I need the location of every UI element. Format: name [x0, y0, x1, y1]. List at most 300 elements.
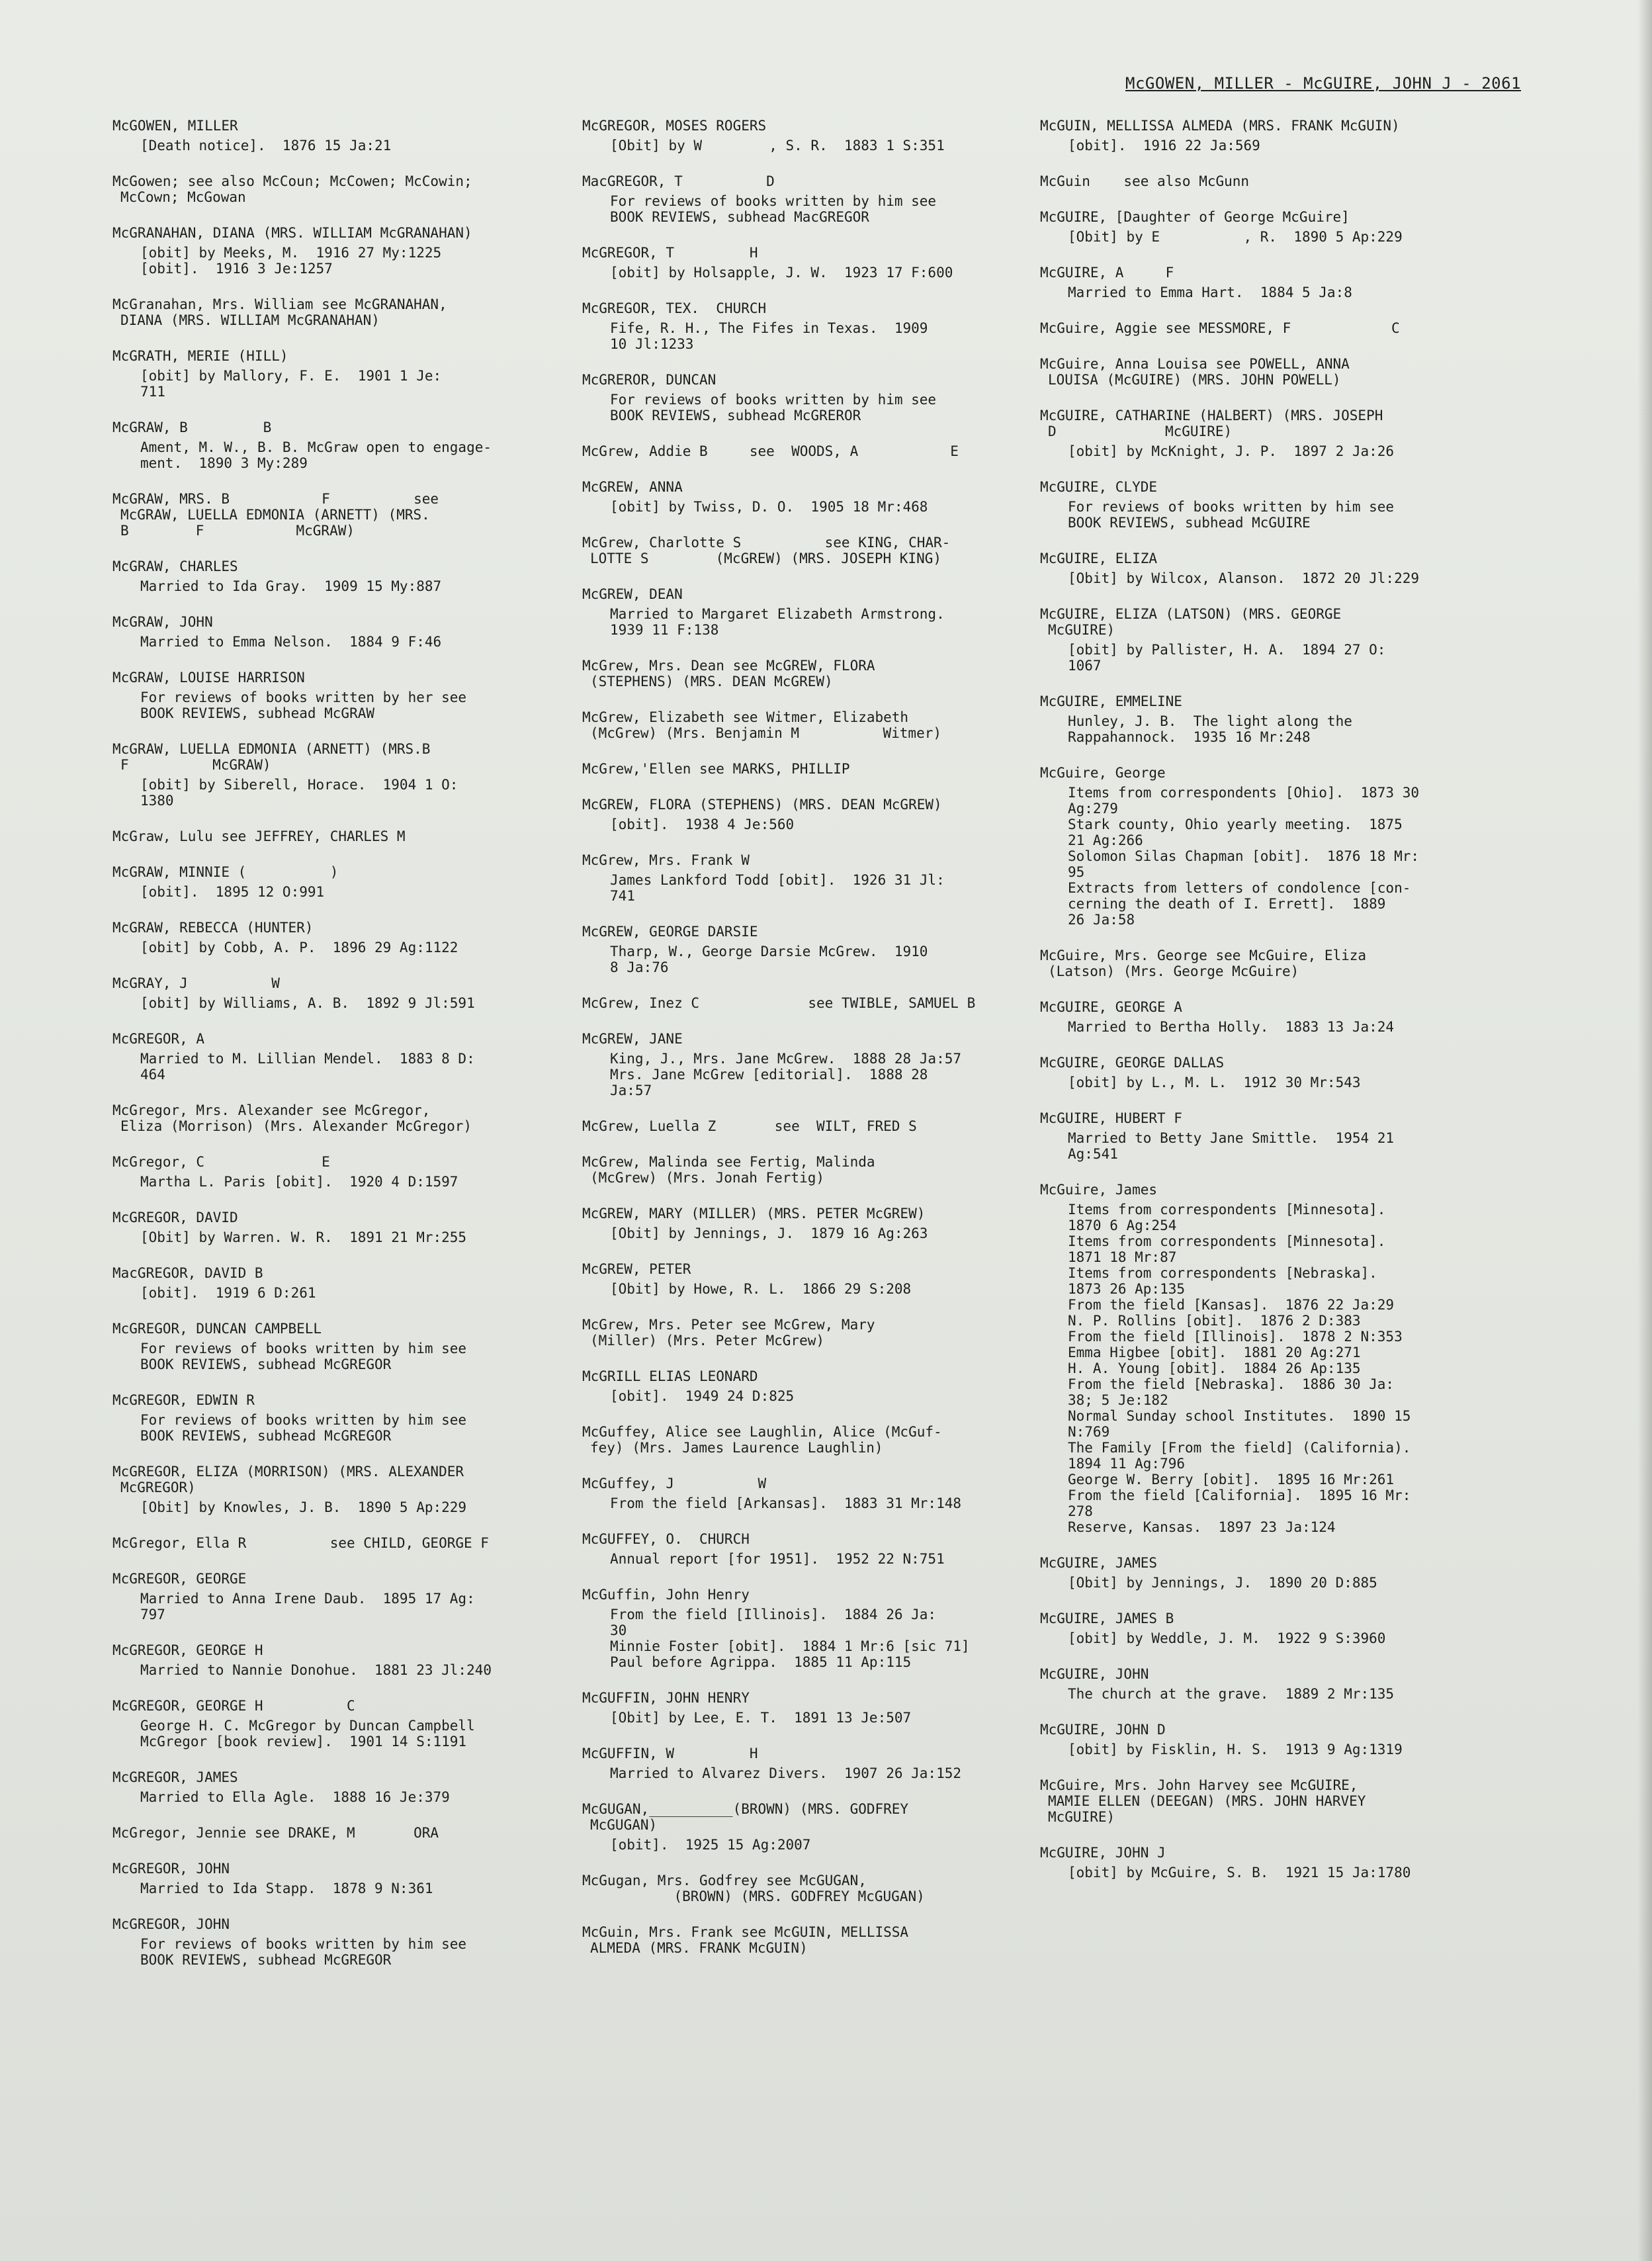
- entry-citation: Martha L. Paris [obit]. 1920 4 D:1597: [140, 1174, 458, 1190]
- entry-citation: [obit] by Siberell, Horace. 1904 1 O:: [140, 777, 458, 793]
- entry-heading: McGREGOR, T H: [582, 245, 758, 261]
- entry-citation: Married to Emma Nelson. 1884 9 F:46: [140, 634, 442, 650]
- entry-heading: McGRILL ELIAS LEONARD: [582, 1368, 758, 1384]
- entry-citation: Annual report [for 1951]. 1952 22 N:751: [610, 1551, 945, 1567]
- entry-citation: [obit] by Cobb, A. P. 1896 29 Ag:1122: [140, 940, 458, 955]
- entry-heading: D McGUIRE): [1048, 423, 1233, 439]
- entry-citation: 38; 5 Je:182: [1068, 1392, 1168, 1408]
- entry-citation: Normal Sunday school Institutes. 1890 15: [1068, 1408, 1411, 1424]
- index-entry: [582, 1368, 1045, 1404]
- entry-heading: McGUIRE, CLYDE: [1040, 479, 1158, 495]
- index-entry: [582, 479, 1045, 515]
- entry-heading: McGuire, Mrs. George see McGuire, Eliza: [1040, 948, 1367, 963]
- entry-citation: Married to Ida Gray. 1909 15 My:887: [140, 578, 442, 594]
- entry-citation: 711: [140, 384, 165, 400]
- entry-heading: McGUIRE, JOHN J: [1040, 1845, 1166, 1861]
- entry-citation: cerning the death of I. Errett]. 1889: [1068, 896, 1386, 912]
- entry-heading: McGrew, Mrs. Frank W: [582, 852, 750, 868]
- entry-citation: BOOK REVIEWS, subhead MacGREGOR: [610, 209, 869, 225]
- entry-citation: 10 Jl:1233: [610, 336, 694, 352]
- entry-citation: Married to M. Lillian Mendel. 1883 8 D:: [140, 1051, 475, 1067]
- index-entry: [582, 761, 1045, 777]
- entry-citation: [obit] by Twiss, D. O. 1905 18 Mr:468: [610, 499, 928, 515]
- entry-citation: Mrs. Jane McGrew [editorial]. 1888 28: [610, 1067, 928, 1083]
- index-entry: [112, 1392, 576, 1444]
- entry-heading: McGUIRE, JOHN D: [1040, 1722, 1166, 1738]
- index-entry: [1040, 948, 1503, 979]
- entry-heading: McGUGAN): [590, 1817, 658, 1833]
- index-entry: [1040, 606, 1503, 674]
- entry-heading: McGREGOR, JAMES: [112, 1769, 238, 1785]
- entry-heading: McGREROR, DUNCAN: [582, 372, 717, 388]
- index-entry: [112, 1769, 576, 1805]
- entry-heading: (BROWN) (MRS. GODFREY McGUGAN): [590, 1888, 925, 1904]
- index-entry: [582, 443, 1045, 459]
- entry-heading: McGuire, Aggie see MESSMORE, F C: [1040, 320, 1400, 336]
- entry-citation: H. A. Young [obit]. 1884 26 Ap:135: [1068, 1360, 1361, 1376]
- index-entry: [112, 1102, 576, 1134]
- index-entry: [1040, 1182, 1503, 1535]
- entry-heading: McGuffey, J W: [582, 1476, 767, 1491]
- entry-heading: McGREW, MARY (MILLER) (MRS. PETER McGREW): [582, 1206, 926, 1221]
- entry-heading: McGUIRE, ELIZA (LATSON) (MRS. GEORGE: [1040, 606, 1342, 622]
- entry-heading: McGrew,'Ellen see MARKS, PHILLIP: [582, 761, 850, 777]
- entry-heading: MacGREGOR, T D: [582, 173, 775, 189]
- index-entry: [1040, 1722, 1503, 1757]
- index-entry: [582, 995, 1045, 1011]
- entry-citation: N:769: [1068, 1424, 1110, 1440]
- index-entry: [112, 558, 576, 594]
- entry-heading: McGRAW, CHARLES: [112, 558, 238, 574]
- entry-heading: MAMIE ELLEN (DEEGAN) (MRS. JOHN HARVEY: [1048, 1793, 1366, 1809]
- entry-heading: McGUIRE, ELIZA: [1040, 551, 1158, 566]
- entry-citation: The church at the grave. 1889 2 Mr:135: [1068, 1686, 1395, 1702]
- entry-heading: McGREGOR, ELIZA (MORRISON) (MRS. ALEXANDER: [112, 1464, 464, 1480]
- entry-citation: Fife, R. H., The Fifes in Texas. 1909: [610, 320, 928, 336]
- index-column-3: [1040, 118, 1503, 1900]
- index-entry: [582, 658, 1045, 689]
- entry-citation: [Obit] by Jennings, J. 1879 16 Ag:263: [610, 1225, 928, 1241]
- index-entry: [582, 372, 1045, 423]
- entry-citation: 278: [1068, 1503, 1093, 1519]
- entry-heading: McGUIRE, JAMES B: [1040, 1611, 1174, 1626]
- entry-citation: Married to Margaret Elizabeth Armstrong.: [610, 606, 945, 622]
- entry-heading: McGREGOR, GEORGE H: [112, 1642, 263, 1658]
- entry-citation: 1870 6 Ag:254: [1068, 1218, 1177, 1233]
- entry-heading: MacGREGOR, DAVID B: [112, 1265, 263, 1281]
- entry-citation: 21 Ag:266: [1068, 832, 1143, 848]
- index-entry: [112, 1642, 576, 1678]
- entry-citation: For reviews of books written by him see: [140, 1341, 467, 1356]
- index-entry: [112, 741, 576, 809]
- entry-heading: McGUIRE, GEORGE DALLAS: [1040, 1055, 1225, 1071]
- entry-citation: 1380: [140, 793, 174, 809]
- entry-heading: McCown; McGowan: [120, 189, 246, 205]
- index-column-1: [112, 118, 576, 1988]
- entry-heading: Eliza (Morrison) (Mrs. Alexander McGregor): [120, 1118, 472, 1134]
- entry-heading: McGUFFIN, JOHN HENRY: [582, 1690, 750, 1706]
- entry-heading: McGREGOR, JOHN: [112, 1916, 230, 1932]
- entry-heading: McGREW, JANE: [582, 1031, 683, 1047]
- entry-heading: McGOWEN, MILLER: [112, 118, 238, 134]
- entry-heading: McGUIRE, A F: [1040, 265, 1174, 281]
- entry-heading: McGREGOR, JOHN: [112, 1861, 230, 1877]
- entry-citation: 8 Ja:76: [610, 959, 669, 975]
- index-entry: [112, 828, 576, 844]
- entry-heading: McGrew, Inez C see TWIBLE, SAMUEL B: [582, 995, 976, 1011]
- entry-citation: [Obit] by Lee, E. T. 1891 13 Je:507: [610, 1710, 912, 1726]
- entry-heading: McGrew, Mrs. Peter see McGrew, Mary: [582, 1317, 875, 1333]
- entry-heading: McGRAY, J W: [112, 975, 280, 991]
- entry-heading: McGuire, Anna Louisa see POWELL, ANNA: [1040, 356, 1350, 372]
- entry-citation: George W. Berry [obit]. 1895 16 Mr:261: [1068, 1472, 1395, 1487]
- index-entry: [1040, 173, 1503, 189]
- index-entry: [1040, 356, 1503, 388]
- entry-citation: BOOK REVIEWS, subhead McGREGOR: [140, 1428, 392, 1444]
- index-entry: [112, 225, 576, 277]
- index-entry: [582, 1531, 1045, 1567]
- entry-heading: fey) (Mrs. James Laurence Laughlin): [590, 1440, 883, 1456]
- entry-citation: Ja:57: [610, 1083, 652, 1098]
- index-entry: [112, 1825, 576, 1841]
- entry-citation: Paul before Agrippa. 1885 11 Ap:115: [610, 1654, 912, 1670]
- entry-citation: BOOK REVIEWS, subhead McGREGOR: [140, 1952, 392, 1968]
- entry-heading: McGRAW, LUELLA EDMONIA (ARNETT) (MRS.B: [112, 741, 431, 757]
- entry-heading: McGREGOR, EDWIN R: [112, 1392, 255, 1408]
- index-entry: [112, 1916, 576, 1968]
- index-entry: [112, 1571, 576, 1622]
- index-entry: [1040, 1845, 1503, 1881]
- entry-citation: [obit] by Williams, A. B. 1892 9 Jl:591: [140, 995, 475, 1011]
- index-entry: [582, 1424, 1045, 1456]
- entry-heading: B F McGRAW): [120, 523, 355, 539]
- entry-citation: Items from correspondents [Minnesota].: [1068, 1202, 1386, 1218]
- entry-heading: McGrew, Malinda see Fertig, Malinda: [582, 1154, 875, 1170]
- index-entry: [582, 1801, 1045, 1853]
- entry-citation: [obit]. 1916 3 Je:1257: [140, 261, 333, 277]
- entry-citation: For reviews of books written by him see: [1068, 499, 1395, 515]
- entry-heading: McGowen; see also McCoun; McCowen; McCowin;: [112, 173, 472, 189]
- entry-heading: McGUIRE): [1048, 622, 1115, 638]
- running-head: McGOWEN, MILLER - McGUIRE, JOHN J - 2061: [1125, 74, 1521, 93]
- entry-heading: McGuire, Mrs. John Harvey see McGUIRE,: [1040, 1777, 1358, 1793]
- entry-heading: DIANA (MRS. WILLIAM McGRANAHAN): [120, 312, 380, 328]
- entry-citation: Married to Nannie Donohue. 1881 23 Jl:240: [140, 1662, 492, 1678]
- index-entry: [582, 1587, 1045, 1670]
- entry-heading: McGrew, Luella Z see WILT, FRED S: [582, 1118, 917, 1134]
- index-entry: [582, 1317, 1045, 1349]
- index-entry: [112, 614, 576, 650]
- index-entry: [1040, 265, 1503, 300]
- index-entry: [582, 300, 1045, 352]
- entry-heading: McGREGOR, A: [112, 1031, 205, 1047]
- index-entry: [112, 348, 576, 400]
- entry-citation: 1939 11 F:138: [610, 622, 719, 638]
- entry-citation: 30: [610, 1622, 627, 1638]
- index-entry: [112, 173, 576, 205]
- entry-heading: McGRAW, JOHN: [112, 614, 213, 630]
- entry-heading: McGRAW, MRS. B F see: [112, 491, 439, 507]
- index-entry: [1040, 1055, 1503, 1090]
- entry-citation: King, J., Mrs. Jane McGrew. 1888 28 Ja:57: [610, 1051, 962, 1067]
- entry-heading: McGREW, ANNA: [582, 479, 683, 495]
- index-entry: [1040, 551, 1503, 586]
- entry-citation: [obit] by Fisklin, H. S. 1913 9 Ag:1319: [1068, 1742, 1403, 1757]
- entry-citation: Reserve, Kansas. 1897 23 Ja:124: [1068, 1519, 1336, 1535]
- entry-citation: [obit] by Meeks, M. 1916 27 My:1225: [140, 245, 442, 261]
- index-entry: [582, 709, 1045, 741]
- entry-heading: McGregor, Jennie see DRAKE, M ORA: [112, 1825, 439, 1841]
- entry-citation: Married to Anna Irene Daub. 1895 17 Ag:: [140, 1591, 475, 1607]
- entry-citation: Ament, M. W., B. B. McGraw open to engage-: [140, 439, 492, 455]
- entry-heading: McGUIRE, EMMELINE: [1040, 693, 1182, 709]
- entry-heading: McGREGOR, DUNCAN CAMPBELL: [112, 1321, 322, 1337]
- index-entry: [582, 1873, 1045, 1904]
- entry-citation: [obit]. 1949 24 D:825: [610, 1388, 795, 1404]
- index-entry: [582, 1476, 1045, 1511]
- entry-heading: (McGrew) (Mrs. Benjamin M Witmer): [590, 725, 942, 741]
- entry-citation: From the field [Kansas]. 1876 22 Ja:29: [1068, 1297, 1395, 1313]
- entry-citation: 1894 11 Ag:796: [1068, 1456, 1186, 1472]
- entry-heading: McGugan, Mrs. Godfrey see McGUGAN,: [582, 1873, 867, 1888]
- entry-citation: For reviews of books written by him see: [140, 1936, 467, 1952]
- entry-heading: McGUFFIN, W H: [582, 1746, 758, 1761]
- index-entry: [112, 491, 576, 539]
- index-column-2: [582, 118, 1045, 1976]
- entry-heading: McGuire, James: [1040, 1182, 1158, 1198]
- index-entry: [582, 535, 1045, 566]
- entry-heading: LOUISA (McGUIRE) (MRS. JOHN POWELL): [1048, 372, 1341, 388]
- index-entry: [1040, 1666, 1503, 1702]
- entry-citation: [obit] by McGuire, S. B. 1921 15 Ja:1780: [1068, 1865, 1411, 1881]
- entry-citation: From the field [Illinois]. 1878 2 N:353: [1068, 1329, 1403, 1345]
- entry-heading: McGRATH, MERIE (HILL): [112, 348, 288, 364]
- entry-citation: Hunley, J. B. The light along the: [1068, 713, 1352, 729]
- entry-heading: (Miller) (Mrs. Peter McGrew): [590, 1333, 825, 1349]
- entry-citation: Extracts from letters of condolence [con-: [1068, 880, 1411, 896]
- index-entry: [112, 118, 576, 154]
- entry-heading: McGRANAHAN, DIANA (MRS. WILLIAM McGRANAHAN): [112, 225, 472, 241]
- index-entry: [112, 1321, 576, 1372]
- entry-citation: Married to Ella Agle. 1888 16 Je:379: [140, 1789, 450, 1805]
- index-entry: [112, 670, 576, 721]
- entry-heading: McGregor, Mrs. Alexander see McGregor,: [112, 1102, 431, 1118]
- entry-citation: [obit]. 1938 4 Je:560: [610, 817, 795, 832]
- entry-citation: Ag:541: [1068, 1146, 1118, 1162]
- entry-citation: [Obit] by Howe, R. L. 1866 29 S:208: [610, 1281, 912, 1297]
- index-entry: [1040, 999, 1503, 1035]
- entry-heading: McGREW, DEAN: [582, 586, 683, 602]
- entry-citation: McGregor [book review]. 1901 14 S:1191: [140, 1734, 467, 1750]
- index-entry: [582, 797, 1045, 832]
- entry-citation: [Obit] by Wilcox, Alanson. 1872 20 Jl:229: [1068, 570, 1420, 586]
- index-entry: [582, 173, 1045, 225]
- entry-heading: McGUIRE, GEORGE A: [1040, 999, 1182, 1015]
- entry-heading: McGuire, George: [1040, 765, 1166, 781]
- index-entry: [112, 975, 576, 1011]
- entry-citation: From the field [Nebraska]. 1886 30 Ja:: [1068, 1376, 1395, 1392]
- entry-heading: LOTTE S (McGREW) (MRS. JOSEPH KING): [590, 551, 942, 566]
- index-entry: [112, 864, 576, 900]
- entry-citation: Items from correspondents [Ohio]. 1873 30: [1068, 785, 1420, 801]
- index-entry: [1040, 1777, 1503, 1825]
- entry-heading: McGrew, Charlotte S see KING, CHAR-: [582, 535, 951, 551]
- entry-citation: Married to Betty Jane Smittle. 1954 21: [1068, 1130, 1395, 1146]
- entry-heading: McGREGOR): [120, 1480, 196, 1495]
- entry-citation: 95: [1068, 864, 1085, 880]
- entry-citation: BOOK REVIEWS, subhead McGUIRE: [1068, 515, 1311, 531]
- entry-heading: McGregor, Ella R see CHILD, GEORGE F: [112, 1535, 489, 1551]
- index-entry: [112, 1698, 576, 1750]
- entry-citation: 26 Ja:58: [1068, 912, 1135, 928]
- entry-citation: [Obit] by Jennings, J. 1890 20 D:885: [1068, 1575, 1377, 1591]
- index-entry: [112, 296, 576, 328]
- entry-heading: McGREGOR, TEX. CHURCH: [582, 300, 767, 316]
- entry-heading: McGRAW, B B: [112, 420, 272, 435]
- entry-citation: Ag:279: [1068, 801, 1118, 817]
- entry-heading: McGuffey, Alice see Laughlin, Alice (McGuf-: [582, 1424, 942, 1440]
- index-entry: [1040, 479, 1503, 531]
- entry-heading: McGregor, C E: [112, 1154, 330, 1170]
- entry-citation: Rappahannock. 1935 16 Mr:248: [1068, 729, 1311, 745]
- entry-heading: McGUGAN,__________(BROWN) (MRS. GODFREY: [582, 1801, 909, 1817]
- entry-heading: McGRAW, REBECCA (HUNTER): [112, 920, 314, 936]
- entry-citation: From the field [Illinois]. 1884 26 Ja:: [610, 1607, 937, 1622]
- entry-heading: McGUIRE, HUBERT F: [1040, 1110, 1182, 1126]
- index-entry: [582, 1746, 1045, 1781]
- entry-citation: BOOK REVIEWS, subhead McGREROR: [610, 408, 861, 423]
- entry-heading: McGUFFEY, O. CHURCH: [582, 1531, 750, 1547]
- entry-citation: For reviews of books written by him see: [610, 193, 937, 209]
- entry-citation: [Obit] by Warren. W. R. 1891 21 Mr:255: [140, 1229, 467, 1245]
- entry-heading: McGuffin, John Henry: [582, 1587, 750, 1603]
- index-entry: [1040, 1110, 1503, 1162]
- entry-citation: [obit] by Pallister, H. A. 1894 27 O:: [1068, 642, 1386, 658]
- entry-heading: McGrew, Mrs. Dean see McGREW, FLORA: [582, 658, 875, 674]
- index-entry: [582, 1206, 1045, 1241]
- index-entry: [582, 118, 1045, 154]
- index-entry: [582, 1261, 1045, 1297]
- entry-citation: [obit] by L., M. L. 1912 30 Mr:543: [1068, 1075, 1361, 1090]
- entry-heading: McGUIN, MELLISSA ALMEDA (MRS. FRANK McGUIN): [1040, 118, 1400, 134]
- entry-citation: [Death notice]. 1876 15 Ja:21: [140, 138, 392, 154]
- entry-citation: [obit]. 1919 6 D:261: [140, 1285, 316, 1301]
- entry-heading: (Latson) (Mrs. George McGuire): [1048, 963, 1299, 979]
- entry-citation: Items from correspondents [Minnesota].: [1068, 1233, 1386, 1249]
- index-entry: [1040, 118, 1503, 154]
- index-entry: [112, 1535, 576, 1551]
- index-entry: [112, 920, 576, 955]
- entry-heading: McGRAW, LOUISE HARRISON: [112, 670, 305, 686]
- entry-citation: For reviews of books written by him see: [610, 392, 937, 408]
- entry-citation: BOOK REVIEWS, subhead McGREGOR: [140, 1356, 392, 1372]
- entry-citation: 797: [140, 1607, 165, 1622]
- entry-citation: Married to Ida Stapp. 1878 9 N:361: [140, 1881, 433, 1896]
- entry-heading: F McGRAW): [120, 757, 271, 773]
- entry-citation: N. P. Rollins [obit]. 1876 2 D:383: [1068, 1313, 1361, 1329]
- page-edge-shadow: [1637, 0, 1652, 2261]
- entry-heading: McGRAW, MINNIE ( ): [112, 864, 339, 880]
- entry-heading: McGREGOR, DAVID: [112, 1210, 238, 1225]
- entry-citation: Items from correspondents [Nebraska].: [1068, 1265, 1377, 1281]
- index-entry: [582, 586, 1045, 638]
- entry-citation: [obit] by Holsapple, J. W. 1923 17 F:600: [610, 265, 953, 281]
- entry-heading: McGUIRE, JOHN: [1040, 1666, 1149, 1682]
- entry-heading: McGuin, Mrs. Frank see McGUIN, MELLISSA: [582, 1924, 909, 1940]
- entry-heading: McGRAW, LUELLA EDMONIA (ARNETT) (MRS.: [120, 507, 430, 523]
- entry-heading: McGUIRE, JAMES: [1040, 1555, 1158, 1571]
- index-entry: [112, 1031, 576, 1083]
- entry-citation: [obit] by Weddle, J. M. 1922 9 S:3960: [1068, 1630, 1386, 1646]
- entry-heading: McGrew, Addie B see WOODS, A E: [582, 443, 959, 459]
- index-entry: [112, 1464, 576, 1515]
- entry-heading: McGREGOR, GEORGE H C: [112, 1698, 355, 1714]
- entry-heading: McGUIRE, CATHARINE (HALBERT) (MRS. JOSEPH: [1040, 408, 1383, 423]
- index-entry: [112, 1265, 576, 1301]
- entry-heading: (STEPHENS) (MRS. DEAN McGREW): [590, 674, 833, 689]
- entry-citation: ment. 1890 3 My:289: [140, 455, 308, 471]
- index-entry: [1040, 765, 1503, 928]
- entry-citation: [obit]. 1916 22 Ja:569: [1068, 138, 1260, 154]
- index-entry: [1040, 209, 1503, 245]
- entry-heading: McGREW, FLORA (STEPHENS) (MRS. DEAN McGREW): [582, 797, 942, 813]
- entry-citation: James Lankford Todd [obit]. 1926 31 Jl:: [610, 872, 945, 888]
- entry-heading: McGREW, GEORGE DARSIE: [582, 924, 758, 940]
- entry-citation: [Obit] by Knowles, J. B. 1890 5 Ap:229: [140, 1499, 467, 1515]
- entry-citation: From the field [Arkansas]. 1883 31 Mr:148: [610, 1495, 962, 1511]
- entry-citation: Married to Emma Hart. 1884 5 Ja:8: [1068, 285, 1352, 300]
- entry-heading: McGraw, Lulu see JEFFREY, CHARLES M: [112, 828, 406, 844]
- entry-citation: The Family [From the field] (California).: [1068, 1440, 1411, 1456]
- index-entry: [112, 1861, 576, 1896]
- entry-citation: Tharp, W., George Darsie McGrew. 1910: [610, 944, 928, 959]
- entry-citation: Married to Bertha Holly. 1883 13 Ja:24: [1068, 1019, 1395, 1035]
- index-entry: [582, 852, 1045, 904]
- index-entry: [582, 1924, 1045, 1956]
- entry-citation: Solomon Silas Chapman [obit]. 1876 18 Mr:: [1068, 848, 1420, 864]
- index-entry: [112, 1210, 576, 1245]
- entry-heading: McGuin see also McGunn: [1040, 173, 1250, 189]
- entry-citation: Emma Higbee [obit]. 1881 20 Ag:271: [1068, 1345, 1361, 1360]
- index-entry: [1040, 408, 1503, 459]
- entry-citation: From the field [California]. 1895 16 Mr:: [1068, 1487, 1411, 1503]
- entry-citation: Minnie Foster [obit]. 1884 1 Mr:6 [sic 71]: [610, 1638, 970, 1654]
- entry-citation: Married to Alvarez Divers. 1907 26 Ja:152: [610, 1765, 962, 1781]
- entry-heading: McGranahan, Mrs. William see McGRANAHAN,: [112, 296, 447, 312]
- index-entry: [582, 1690, 1045, 1726]
- entry-heading: McGREW, PETER: [582, 1261, 691, 1277]
- index-entry: [582, 1118, 1045, 1134]
- entry-heading: McGrew, Elizabeth see Witmer, Elizabeth: [582, 709, 909, 725]
- entry-citation: 1067: [1068, 658, 1102, 674]
- entry-citation: [Obit] by W , S. R. 1883 1 S:351: [610, 138, 945, 154]
- index-entry: [1040, 1555, 1503, 1591]
- entry-citation: 464: [140, 1067, 165, 1083]
- entry-citation: For reviews of books written by him see: [140, 1412, 467, 1428]
- entry-heading: ALMEDA (MRS. FRANK McGUIN): [590, 1940, 808, 1956]
- index-entry: [582, 1154, 1045, 1186]
- entry-citation: [obit] by McKnight, J. P. 1897 2 Ja:26: [1068, 443, 1395, 459]
- index-entry: [112, 1154, 576, 1190]
- index-entry: [1040, 320, 1503, 336]
- entry-heading: McGUIRE): [1048, 1809, 1115, 1825]
- entry-citation: 1871 18 Mr:87: [1068, 1249, 1177, 1265]
- entry-citation: 741: [610, 888, 635, 904]
- entry-citation: [Obit] by E , R. 1890 5 Ap:229: [1068, 229, 1403, 245]
- entry-heading: (McGrew) (Mrs. Jonah Fertig): [590, 1170, 825, 1186]
- index-entry: [1040, 1611, 1503, 1646]
- entry-heading: McGREGOR, GEORGE: [112, 1571, 247, 1587]
